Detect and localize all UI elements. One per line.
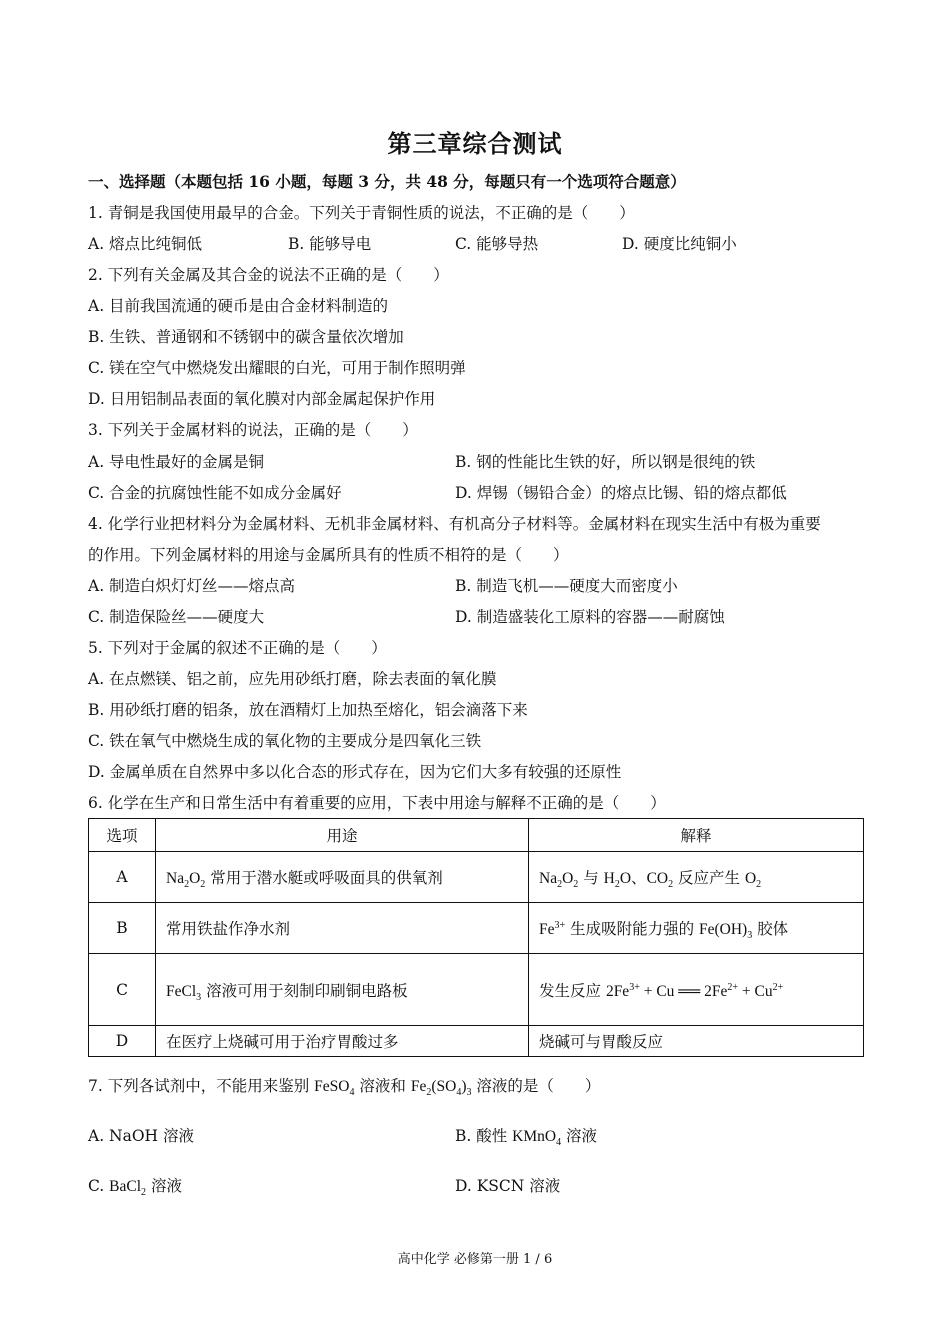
q5-option-b: B. 用砂纸打磨的铝条，放在酒精灯上加热至熔化，铝会滴落下来 — [88, 701, 528, 719]
row-a-use: $Na_2O_2$ 常用于潜水艇或呼吸面具的供氧剂 — [156, 852, 529, 903]
row-d-option: D — [89, 1026, 156, 1057]
q1-option-c: C. 能够导热 — [455, 235, 539, 253]
row-d-use: 在医疗上烧碱可用于治疗胃酸过多 — [156, 1026, 529, 1057]
question-4-stem-line2: 的作用。下列金属材料的用途与金属所具有的性质不相符的是（ ） — [88, 546, 569, 564]
q2-option-d: D. 日用铝制品表面的氧化膜对内部金属起保护作用 — [88, 390, 436, 408]
q4-option-c: C. 制造保险丝——硬度大 — [88, 608, 265, 626]
header-explanation: 解释 — [529, 819, 864, 852]
table-header-row — [89, 819, 864, 852]
row-a-explanation: $Na_2O_2$ 与 $H_2O$、$CO_2$ 反应产生 $O_2$ — [529, 852, 864, 903]
q6-table — [88, 818, 864, 1057]
question-6-stem: 6. 化学在生产和日常生活中有着重要的应用，下表中用途与解释不正确的是（ ） — [88, 794, 666, 812]
row-b-option: B — [89, 903, 156, 954]
question-2-stem: 2. 下列有关金属及其合金的说法不正确的是（ ） — [88, 266, 449, 284]
header-use: 用途 — [156, 819, 529, 852]
q2-option-c: C. 镁在空气中燃烧发出耀眼的白光，可用于制作照明弹 — [88, 359, 466, 377]
q4-option-b: B. 制造飞机——硬度大而密度小 — [455, 577, 678, 595]
q3-option-a: A. 导电性最好的金属是铜 — [88, 453, 265, 471]
page-footer: 高中化学 必修第一册 1 / 6 — [397, 1252, 553, 1267]
question-7-stem: 7. 下列各试剂中，不能用来鉴别 FeSO$_4$ 溶液和 $Fe_2(SO_4)_3$ 溶液的是（ ） — [88, 1077, 601, 1099]
row-c-explanation: 发生反应 $2Fe^{3+} + Cu$ ══ $2Fe^{2+} + Cu^{2+}$ — [529, 954, 864, 1026]
q5-option-d: D. 金属单质在自然界中多以化合态的形式存在，因为它们大多有较强的还原性 — [88, 763, 622, 781]
q5-option-a: A. 在点燃镁、铝之前，应先用砂纸打磨，除去表面的氧化膜 — [88, 670, 497, 688]
q5-option-c: C. 铁在氧气中燃烧生成的氧化物的主要成分是四氧化三铁 — [88, 732, 482, 750]
row-a-option: A — [89, 852, 156, 903]
table-row — [89, 903, 864, 954]
table-row — [89, 954, 864, 1026]
question-3-stem: 3. 下列关于金属材料的说法，正确的是（ ） — [88, 421, 418, 439]
q7-option-c: C. BaCl$_2$ 溶液 — [88, 1177, 182, 1199]
q2-option-b: B. 生铁、普通钢和不锈钢中的碳含量依次增加 — [88, 328, 404, 346]
q7-option-b: B. 酸性 KMnO$_4$ 溶液 — [455, 1127, 598, 1149]
q3-option-b: B. 钢的性能比生铁的好，所以钢是很纯的铁 — [455, 453, 756, 471]
question-1-stem: 1. 青铜是我国使用最早的合金。下列关于青铜性质的说法，不正确的是（ ） — [88, 204, 635, 222]
q1-option-b: B. 能够导电 — [288, 235, 372, 253]
row-b-explanation: $Fe^{3+}$ 生成吸附能力强的 $Fe(OH)_3$ 胶体 — [529, 903, 864, 954]
q2-option-a: A. 目前我国流通的硬币是由合金材料制造的 — [88, 297, 389, 315]
q3-option-c: C. 合金的抗腐蚀性能不如成分金属好 — [88, 484, 342, 502]
q1-option-a: A. 熔点比纯铜低 — [88, 235, 203, 253]
q4-option-d: D. 制造盛装化工原料的容器——耐腐蚀 — [455, 608, 725, 626]
row-b-use: 常用铁盐作净水剂 — [156, 903, 529, 954]
table-row — [89, 1026, 864, 1057]
table-row — [89, 852, 864, 903]
header-option: 选项 — [89, 819, 156, 852]
section-heading: 一、选择题（本题包括 16 小题，每题 3 分，共 48 分，每题只有一个选项符合题意） — [88, 172, 686, 191]
q4-option-a: A. 制造白炽灯灯丝——熔点高 — [88, 577, 296, 595]
question-5-stem: 5. 下列对于金属的叙述不正确的是（ ） — [88, 639, 387, 657]
q7-option-d: D. KSCN 溶液 — [455, 1177, 561, 1195]
q1-option-d: D. 硬度比纯铜小 — [622, 235, 737, 253]
row-c-option: C — [89, 954, 156, 1026]
q3-option-d: D. 焊锡（锡铅合金）的熔点比锡、铅的熔点都低 — [455, 484, 787, 502]
row-c-use: FeCl$_3$ 溶液可用于刻制印刷铜电路板 — [156, 954, 529, 1026]
q7-option-a: A. NaOH 溶液 — [88, 1127, 195, 1145]
question-4-stem-line1: 4. 化学行业把材料分为金属材料、无机非金属材料、有机高分子材料等。金属材料在现实生活中有极为重要 — [88, 515, 821, 533]
page-title: 第三章综合测试 — [387, 129, 563, 158]
row-d-explanation: 烧碱可与胃酸反应 — [529, 1026, 864, 1057]
